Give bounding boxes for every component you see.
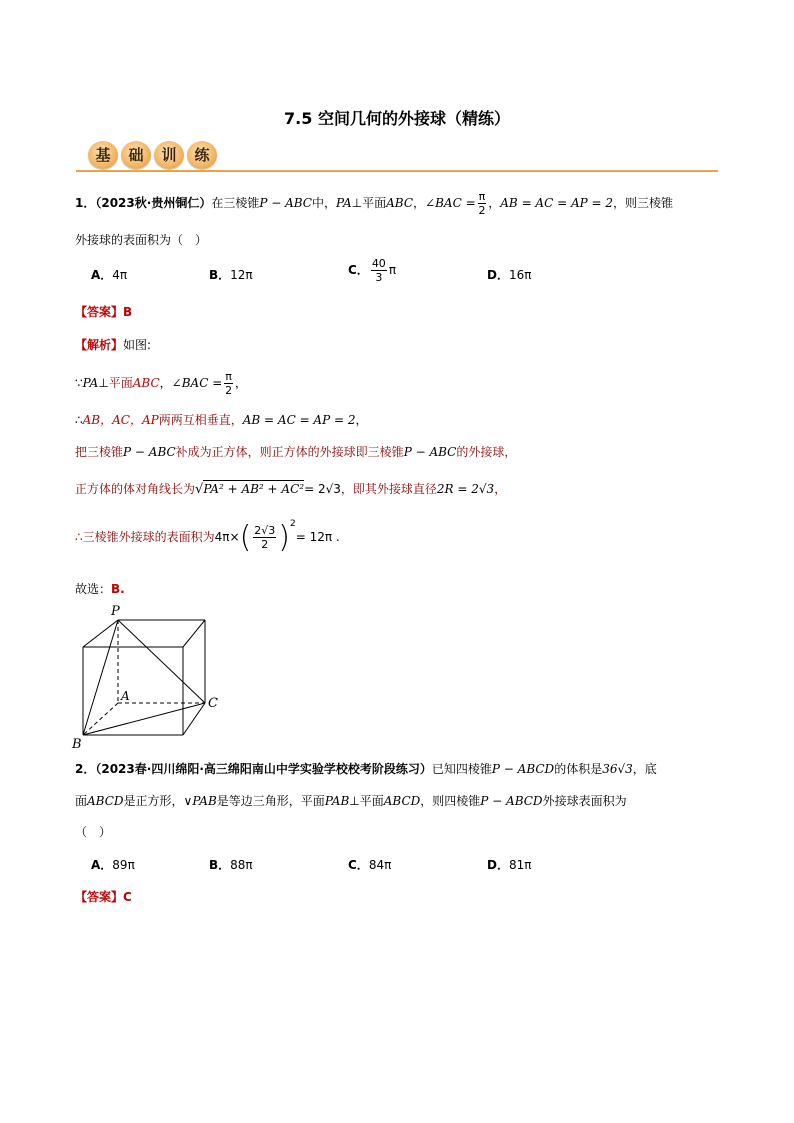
analysis-line: 【解析】如图: [75,338,152,352]
page-title: 7.5 空间几何的外接球（精练） [284,109,510,128]
option-c: C．84π [348,858,392,872]
fraction: $\frac{\pi}{2}$ [478,190,486,217]
question-source: （2023春·四川绵阳·高三绵阳南山中学实验学校校考阶段练习） [95,762,432,776]
vertex-label-c: C [208,696,218,711]
option-b: B．88π [209,858,253,872]
banner-char: 基 [88,141,118,169]
option-a: A．89π [91,858,135,872]
vertex-label-p: P [111,604,120,619]
banner-char: 训 [154,141,184,169]
question-2-stem-line2: 面ABCD是正方形，∨PAB是等边三角形，平面PAB⊥平面ABCD，则四棱锥P − ABCD外接球表面积为 [75,794,627,808]
question-1-stem: 1．（2023秋·贵州铜仁）在三棱锥P − ABC中，PA⊥平面ABC，∠BAC = $\frac{\pi}{2}$ ，AB = AC = AP = 2，则三棱锥 [75,190,674,217]
question-1-stem-line2: 外接球的表面积为（ ） [75,233,208,247]
analysis-step-3: 把三棱锥P − ABC补成为正方体，则正方体的外接球即三棱锥P − ABC的外接球， [75,445,517,459]
edge-pc [118,620,205,703]
vertex-label-b: B [72,737,82,752]
analysis-step-1: ∵PA⊥平面ABC，∠BAC = $\frac{\pi}{2}$ ， [75,370,247,397]
question-number: 2． [75,762,96,776]
question-source: （2023秋·贵州铜仁） [95,196,212,210]
vertex-label-a: A [121,689,130,703]
question-2-stem-line3: （ ） [75,825,112,839]
section-divider [76,170,718,172]
option-d: D．81π [487,858,532,872]
edge-pb [83,620,118,735]
cube-figure [70,600,230,752]
analysis-step-2: ∴AB，AC，AP两两互相垂直，AB = AC = AP = 2， [75,413,368,427]
cube-edge [183,620,205,647]
option-d: D．16π [487,268,532,282]
option-a: A．4π [91,268,128,282]
option-c: C． $\frac{40}{3}$ π [348,257,397,284]
analysis-step-5: ∴三棱锥外接球的表面积为4π×( $\frac{2√3}{2}$ )$^2$= 12π . [75,519,340,555]
answer-line: 【答案】B [75,305,133,319]
banner-char: 练 [187,141,217,169]
banner-char: 础 [121,141,151,169]
question-number: 1． [75,196,96,210]
question-2-stem: 2．（2023春·四川绵阳·高三绵阳南山中学实验学校校考阶段练习）已知四棱锥P − ABCD的体积是36√3，底 [75,762,657,776]
analysis-step-4: 正方体的体对角线长为√PA² + AB² + AC²= 2√3，即其外接球直径2R = 2√3， [75,482,507,497]
choose-line: 故选：B. [75,582,125,596]
cube-edge [83,620,118,647]
option-b: B．12π [209,268,253,282]
answer-line: 【答案】C [75,890,132,904]
